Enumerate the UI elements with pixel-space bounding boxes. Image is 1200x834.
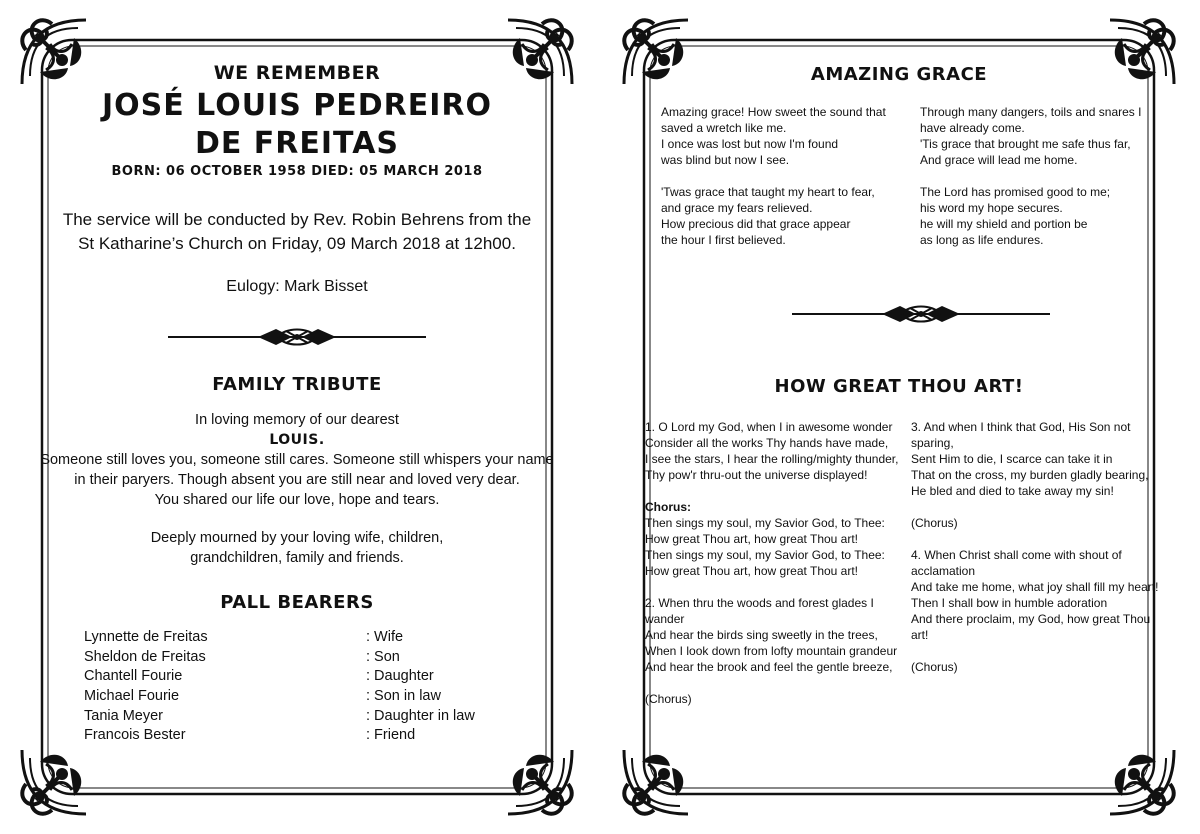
- lyric-line: art!: [911, 628, 929, 642]
- chorus-ref: [911, 659, 1161, 675]
- verse: [911, 419, 1161, 499]
- lyric-line: And hear the birds sing sweetly in the trees,: [645, 628, 878, 642]
- ornamental-divider: [168, 325, 426, 349]
- deceased-name-line1: JOSÉ LOUIS PEDREIRO: [101, 88, 493, 123]
- lyric-line: And hear the brook and feel the gentle breeze,: [645, 660, 893, 674]
- bearer-name: Tania Meyer: [84, 707, 163, 724]
- lyric-line: When I look down from lofty mountain grandeur: [645, 644, 898, 658]
- lyric-line: (Chorus): [911, 516, 958, 530]
- verse: [911, 547, 1161, 643]
- service-line: The service will be conducted by Rev. Robin Behrens from the: [62, 210, 532, 229]
- lyric-line: How precious did that grace appear: [661, 217, 851, 231]
- lyric-line: wander: [645, 612, 685, 626]
- lyric-line: He bled and died to take away my sin!: [911, 484, 1114, 498]
- lyric-line: 'Tis grace that brought me safe thus far,: [920, 137, 1131, 151]
- eulogy: Eulogy: Mark Bisset: [226, 278, 368, 295]
- bearer-name: Lynnette de Freitas: [84, 629, 208, 645]
- verse: [645, 419, 907, 483]
- list-item: [84, 726, 504, 746]
- lyric-line: acclamation: [911, 564, 976, 578]
- corner-ornament-bottom-right: [508, 750, 572, 814]
- lyric-line: Amazing grace! How sweet the sound that: [661, 105, 886, 119]
- lyric-line: Through many dangers, toils and snares I: [920, 105, 1142, 119]
- lyric-line: Consider all the works Thy hands have made,: [645, 436, 889, 450]
- bearer-relation: : Son in law: [366, 688, 441, 705]
- lyric-line: he will my shield and portion be: [920, 217, 1088, 231]
- lyric-line: the hour I first believed.: [661, 233, 786, 247]
- how-great-thou-art-title: HOW GREAT THOU ART!: [774, 376, 1024, 397]
- lyric-line: as long as life endures.: [920, 233, 1044, 247]
- lyric-line: 3. And when I think that God, His Son not: [911, 420, 1131, 434]
- birth-death-dates: BORN: 06 OCTOBER 1958 DIED: 05 MARCH 2018: [111, 164, 483, 179]
- tribute-name: LOUIS.: [269, 432, 325, 448]
- bearer-name: Francois Bester: [84, 727, 186, 744]
- verse: [661, 184, 911, 248]
- tribute-line: You shared our life our love, hope and tears.: [154, 492, 440, 508]
- family-tribute-text: [36, 410, 558, 510]
- bearer-relation: : Wife: [366, 629, 404, 645]
- list-item: [84, 687, 504, 707]
- bearer-relation: : Daughter in law: [366, 707, 475, 724]
- lyric-line: 'Twas grace that taught my heart to fear,: [661, 185, 875, 199]
- lyric-line: That on the cross, my burden gladly bearing,: [911, 468, 1149, 482]
- lyric-line: was blind but now I see.: [661, 153, 790, 167]
- lyric-line: Then I shall bow in humble adoration: [911, 596, 1108, 610]
- service-line: St Katharine’s Church on Friday, 09 March 2018 at 12h00.: [78, 234, 516, 253]
- lyric-line: How great Thou art, how great Thou art!: [645, 532, 859, 546]
- service-details: [56, 208, 538, 256]
- lyric-line: Thy pow'r thru-out the universe displayed!: [645, 468, 868, 482]
- left-page: [16, 14, 578, 820]
- deceased-name-line2: DE FREITAS: [194, 126, 400, 161]
- corner-ornament-bottom-right: [1110, 750, 1174, 814]
- we-remember-header: WE REMEMBER: [213, 62, 381, 84]
- mourned-line: Deeply mourned by your loving wife, children,: [150, 530, 444, 546]
- corner-ornament-bottom-left: [22, 750, 86, 814]
- lyric-line: and grace my fears relieved.: [661, 201, 813, 215]
- mourned-by-text: [56, 528, 538, 568]
- verse: [920, 104, 1160, 168]
- verse: [920, 184, 1160, 248]
- lyric-line: And there proclaim, my God, how great Thou: [911, 612, 1151, 626]
- bearer-name: Sheldon de Freitas: [84, 648, 206, 665]
- list-item: [84, 648, 504, 668]
- lyric-line: And grace will lead me home.: [920, 153, 1078, 167]
- lyric-line: (Chorus): [645, 692, 692, 706]
- lyric-line: (Chorus): [911, 660, 958, 674]
- corner-ornament-bottom-left: [624, 750, 688, 814]
- lyric-line: 2. When thru the woods and forest glades I: [645, 596, 874, 610]
- bearer-relation: : Daughter: [366, 668, 434, 685]
- lyric-line: 4. When Christ shall come with shout of: [911, 548, 1122, 562]
- amazing-grace-title: AMAZING GRACE: [810, 64, 988, 85]
- lyric-line: I see the stars, I hear the rolling/mighty thunder,: [645, 452, 899, 466]
- right-page: [618, 14, 1180, 820]
- mourned-line: grandchildren, family and friends.: [190, 550, 404, 566]
- how-great-column-2: [911, 419, 1161, 691]
- bearer-relation: : Friend: [366, 727, 416, 744]
- family-tribute-title: FAMILY TRIBUTE: [212, 374, 382, 395]
- tribute-line: in their paryers. Though absent you are still near and loved very dear.: [74, 472, 520, 488]
- tribute-intro: In loving memory of our dearest: [195, 412, 399, 428]
- bearer-name: Chantell Fourie: [84, 668, 183, 685]
- amazing-grace-column-2: [920, 104, 1160, 264]
- lyric-line: I once was lost but now I'm found: [661, 137, 839, 151]
- bearer-relation: : Son: [366, 648, 400, 665]
- tribute-line: Someone still loves you, someone still cares. Someone still whispers your name: [40, 452, 554, 468]
- list-item: [84, 667, 504, 687]
- chorus-label: Chorus:: [645, 500, 691, 514]
- chorus-ref: [645, 691, 907, 707]
- lyric-line: 1. O Lord my God, when I in awesome wonder: [645, 420, 893, 434]
- chorus: [645, 499, 907, 579]
- lyric-line: sparing,: [911, 436, 954, 450]
- lyric-line: And take me home, what joy shall fill my heart!: [911, 580, 1159, 594]
- pall-bearers-list: [84, 628, 504, 746]
- lyric-line: The Lord has promised good to me;: [920, 185, 1111, 199]
- lyric-line: Then sings my soul, my Savior God, to Thee:: [645, 516, 885, 530]
- ornamental-divider: [792, 302, 1050, 326]
- chorus-ref: [911, 515, 1161, 531]
- lyric-line: his word my hope secures.: [920, 201, 1063, 215]
- list-item: [84, 628, 504, 648]
- verse: [645, 595, 907, 675]
- bearer-name: Michael Fourie: [84, 688, 180, 705]
- lyric-line: Then sings my soul, my Savior God, to Thee:: [645, 548, 885, 562]
- lyric-line: saved a wretch like me.: [661, 121, 787, 135]
- amazing-grace-column-1: [661, 104, 911, 264]
- lyric-line: How great Thou art, how great Thou art!: [645, 564, 859, 578]
- pall-bearers-title: PALL BEARERS: [220, 592, 374, 613]
- list-item: [84, 707, 504, 727]
- lyric-line: Sent Him to die, I scarce can take it in: [911, 452, 1113, 466]
- lyric-line: have already come.: [920, 121, 1025, 135]
- how-great-column-1: [645, 419, 907, 723]
- verse: [661, 104, 911, 168]
